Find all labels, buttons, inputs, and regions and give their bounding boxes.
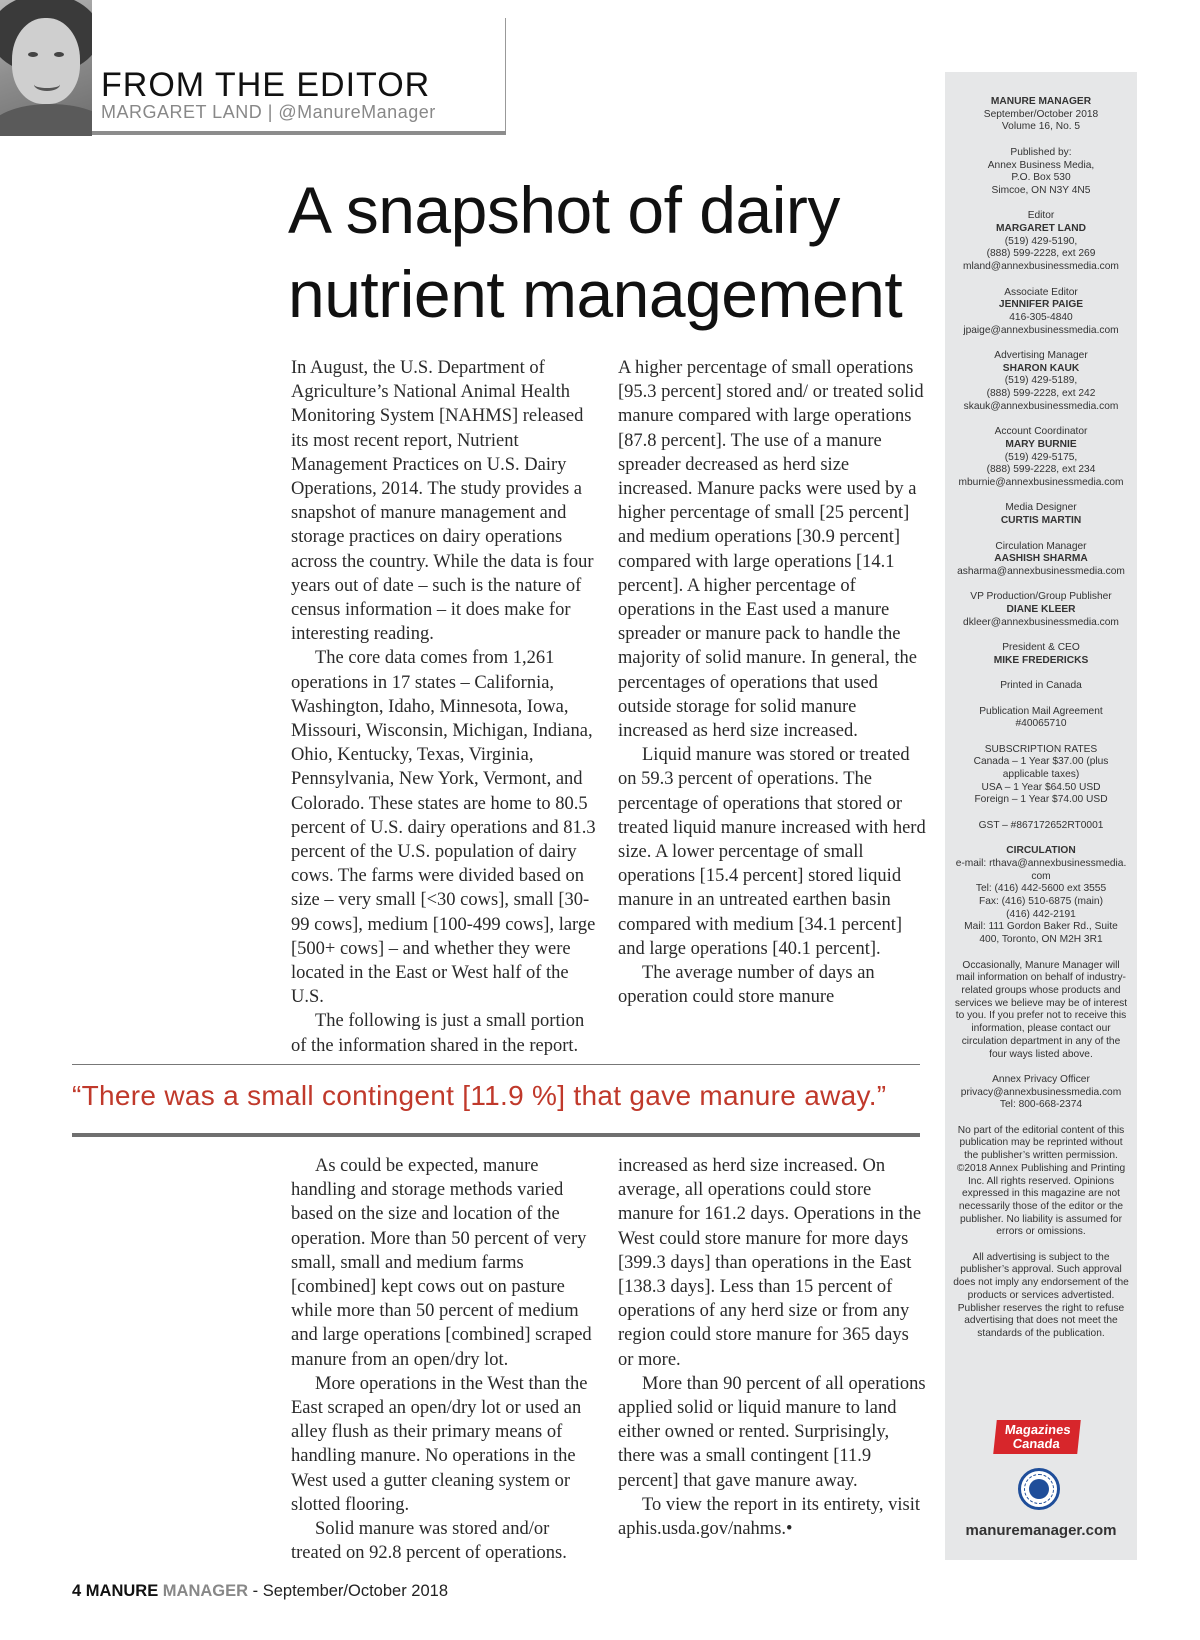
masthead-group	[945, 350, 1137, 414]
masthead-line: (416) 442-2191	[1006, 908, 1076, 920]
paragraph: Liquid manure was stored or treated on 59.3 percent of operations. The percentage of operations that stored or treated liquid manure increased with herd size. A lower percentage of small operations [15.4 percent] stored liquid manure in an untreated earthen basin compared with medium [34.1 percent] and large operations [40.1 percent].	[618, 745, 926, 959]
paragraph: More than 90 percent of all operations applied solid or liquid manure to land either owned or rented. Surprisingly, there was a small contingent [11.9 percent] that gave manure away.	[618, 1373, 926, 1491]
masthead-line: Fax: (416) 510-6875 (main)	[978, 896, 1103, 908]
masthead-line: skauk@annexbusinessmedia.com	[963, 400, 1119, 412]
masthead-line: Volume 16, No. 5	[1001, 121, 1081, 133]
masthead-line: (888) 599-2228, ext 269	[986, 248, 1096, 260]
paragraph: To view the report in its entirety, visit aphis.usda.gov/nahms.•	[618, 1494, 921, 1540]
byline: MARGARET LAND | @ManureManager	[101, 102, 436, 122]
masthead-group	[945, 541, 1137, 579]
masthead-group	[945, 1074, 1137, 1112]
section-label: FROM THE EDITOR	[101, 66, 431, 104]
magazines-canada-logo	[993, 1420, 1081, 1454]
headline	[288, 168, 938, 336]
masthead-line: (519) 429-5175,	[1004, 451, 1078, 463]
masthead-line: jpaige@annexbusinessmedia.com	[963, 324, 1119, 336]
masthead-line: Canada – 1 Year $37.00 (plus	[973, 756, 1109, 768]
masthead-line: P.O. Box 530	[1011, 172, 1071, 184]
masthead-line: Account Coordinator	[994, 426, 1088, 438]
masthead-line: September/October 2018	[983, 108, 1099, 120]
masthead-line: Tel: 800-668-2374	[999, 1099, 1083, 1111]
paragraph: increased as herd size increased. On average, all operations could store manure for 161.2 days. Operations in the West could store manure for more days [399.3 days] than operations in the East [138.3 days]. Less than 15 percent of operations of any herd size or from any region could store manure for 365 days or more.	[618, 1156, 922, 1370]
masthead-line: Tel: (416) 442-5600 ext 3555	[975, 883, 1107, 895]
masthead-line: Associate Editor	[1004, 286, 1078, 298]
masthead-name: CIRCULATION	[1006, 845, 1076, 857]
body-column-1	[291, 356, 601, 1058]
masthead-name: MIKE FREDERICKS	[993, 654, 1089, 666]
circulation-seal-icon	[1018, 1468, 1060, 1510]
masthead-group	[945, 706, 1137, 731]
paragraph: The following is just a small portion of the information shared in the report.	[291, 1011, 585, 1056]
masthead-line: VP Production/Group Publisher	[970, 591, 1112, 603]
masthead-group	[945, 147, 1137, 198]
masthead-line: Simcoe, ON N3Y 4N5	[991, 184, 1091, 196]
paragraph: More operations in the West than the East scraped an open/dry lot or used an alley flush as their primary means of handling manure. No operations in the West used a gutter cleaning system or slotted flooring.	[291, 1373, 588, 1515]
masthead-line: 400, Toronto, ON M2H 3R1	[979, 934, 1103, 946]
masthead-name: JENNIFER PAIGE	[998, 299, 1084, 311]
masthead-line: Annex Privacy Officer	[992, 1073, 1090, 1085]
masthead-group	[945, 1252, 1137, 1341]
masthead-line: President & CEO	[1002, 642, 1080, 654]
masthead-group	[945, 96, 1137, 134]
masthead-line: Published by:	[1010, 146, 1072, 158]
masthead-group	[945, 960, 1137, 1062]
masthead-name: MARY BURNIE	[1005, 438, 1077, 450]
masthead-group	[945, 287, 1137, 338]
masthead-line: SUBSCRIPTION RATES	[984, 743, 1098, 755]
masthead-credits	[945, 96, 1137, 1353]
logo-text-1: Magazines	[1004, 1422, 1072, 1437]
masthead-line: mland@annexbusinessmedia.com	[963, 261, 1119, 273]
masthead-line: No part of the editorial content of this publication may be reprinted without the publisher’s written permission. ©2018 Annex Publishing and Printing Inc. All rights reserved. Opinions expressed in this magazine are not necessarily those of the editor or the publisher. No liability is assumed for errors or omissions.	[956, 1124, 1126, 1238]
body-column-2	[618, 356, 928, 1009]
masthead-group	[945, 210, 1137, 274]
masthead-group	[945, 1125, 1137, 1239]
header-divider-horizontal	[92, 131, 506, 135]
masthead-line: #40065710	[1015, 718, 1067, 730]
masthead-group	[945, 680, 1137, 693]
masthead-line: (519) 429-5190,	[1004, 235, 1078, 247]
website-link[interactable]: manuremanager.com	[965, 1522, 1117, 1539]
headline-line-2: nutrient management	[288, 257, 903, 331]
page-footer	[72, 1582, 448, 1601]
body-column-4	[618, 1154, 928, 1541]
masthead-line: USA – 1 Year $64.50 USD	[981, 781, 1101, 793]
masthead-line: asharma@annexbusinessmedia.com	[957, 565, 1125, 577]
pull-quote-rule-top	[72, 1064, 920, 1065]
masthead-line: Mail: 111 Gordon Baker Rd., Suite	[964, 921, 1118, 933]
masthead-line: Printed in Canada	[1000, 680, 1082, 692]
issue-date: September/October 2018	[262, 1582, 448, 1600]
masthead-line: Annex Business Media,	[987, 159, 1095, 171]
paragraph: The core data comes from 1,261 operations in 17 states – California, Washington, Idaho, Minnesota, Iowa, Missouri, Wisconsin, Michigan, Indiana, Ohio, Kentucky, Texas, Virginia, Pennsylvania, New York, Vermont, and Colorado. These states are home to 80.5 percent of U.S. dairy operations and 81.3 percent of the U.S. population of dairy cows. The farms were divided based on size – very small [<30 cows], small [30-99 cows], medium [100-499 cows], large [500+ cows] – and whether they were located in the East or West half of the U.S.	[291, 648, 596, 1008]
masthead-line: applicable taxes)	[1002, 769, 1080, 781]
masthead-line: com	[1031, 870, 1051, 882]
masthead-line: GST – #867172652RT0001	[978, 819, 1104, 831]
masthead-line: (519) 429-5189,	[1004, 375, 1078, 387]
masthead-name: AASHISH SHARMA	[994, 553, 1088, 565]
masthead-group	[945, 744, 1137, 808]
masthead-group	[945, 642, 1137, 667]
editor-photo	[0, 0, 92, 136]
headline-line-1: A snapshot of dairy	[288, 173, 840, 247]
masthead-line: e-mail: rthava@annexbusinessmedia.	[955, 857, 1127, 869]
masthead-line: Advertising Manager	[994, 350, 1088, 361]
masthead-group	[945, 426, 1137, 490]
masthead-line: Occasionally, Manure Manager will mail information on behalf of industry-related groups whose products and services we believe may be of interest to you. If you prefer not to receive this information, please contact our circulation department in any of the four ways listed above.	[954, 959, 1128, 1060]
header-divider-vertical	[505, 18, 506, 134]
masthead-line: Foreign – 1 Year $74.00 USD	[974, 794, 1108, 806]
paragraph: Solid manure was stored and/or treated on 92.8 percent of operations.	[291, 1519, 567, 1564]
masthead-line: All advertising is subject to the publisher’s approval. Such approval does not imply any endorsement of the products or services advertisted. Publisher reserves the right to refuse advertising that does not meet the standards of the publication.	[953, 1251, 1129, 1339]
masthead-line: dkleer@annexbusinessmedia.com	[963, 616, 1119, 628]
masthead-line: Editor	[1027, 210, 1055, 222]
magazine-name-part-2: MANAGER	[162, 1582, 249, 1600]
masthead-group	[945, 502, 1137, 527]
masthead-line: privacy@annexbusinessmedia.com	[960, 1086, 1122, 1098]
masthead-line: (888) 599-2228, ext 242	[986, 388, 1096, 400]
pull-quote-rule-bottom	[72, 1133, 920, 1137]
masthead-line: (888) 599-2228, ext 234	[986, 464, 1096, 476]
masthead-line: mburnie@annexbusinessmedia.com	[958, 477, 1124, 489]
masthead-line: Publication Mail Agreement	[979, 705, 1103, 717]
masthead-name: MARGARET LAND	[996, 223, 1086, 234]
masthead-group	[945, 820, 1137, 833]
masthead-group	[945, 845, 1137, 947]
paragraph: A higher percentage of small operations [95.3 percent] stored and/ or treated solid manure compared with large operations [87.8 percent]. The use of a manure spreader decreased as herd size increased. Manure packs were used by a higher percentage of small [25 percent] and medium operations [30.9 percent] compared with large operations [14.1 percent]. A higher percentage of operations in the East used a manure spreader or manure pack to handle the majority of solid manure. In general, the percentages of operations that used outside storage for solid manure increased as herd size increased.	[618, 358, 924, 742]
page-number: 4	[72, 1582, 82, 1600]
masthead-name: CURTIS MARTIN	[1000, 515, 1082, 527]
logo-text-2: Canada	[1012, 1436, 1061, 1451]
footer-separator: -	[248, 1582, 263, 1600]
masthead-line: 416-305-4840	[1009, 311, 1073, 323]
masthead-name: MANURE MANAGER	[990, 96, 1092, 107]
masthead-name: DIANE KLEER	[1006, 604, 1076, 615]
masthead-group	[945, 591, 1137, 629]
paragraph: In August, the U.S. Department of Agriculture’s National Animal Health Monitoring System [NAHMS] released its most recent report, Nutrient Management Practices on U.S. Dairy Operations, 2014. The study provides a snapshot of manure management and storage practices on dairy operations across the country. While the data is four years out of date – such is the nature of census information – it does make for interesting reading.	[291, 358, 594, 645]
magazine-name-part-1: MANURE	[85, 1582, 159, 1600]
paragraph: The average number of days an operation could store manure	[618, 963, 875, 1008]
body-column-3	[291, 1154, 601, 1565]
masthead-name: SHARON KAUK	[1002, 362, 1080, 374]
masthead-line: Circulation Manager	[995, 540, 1087, 552]
pull-quote: “There was a small contingent [11.9 %] that gave manure away.”	[72, 1080, 887, 1111]
paragraph: As could be expected, manure handling and storage methods varied based on the size and location of the operation. More than 50 percent of very small, small and medium farms [combined] kept cows out on pasture while more than 50 percent of medium and large operations [combined] scraped manure from an open/dry lot.	[291, 1156, 592, 1370]
masthead-sidebar	[945, 72, 1137, 1560]
masthead-line: Media Designer	[1005, 502, 1077, 514]
